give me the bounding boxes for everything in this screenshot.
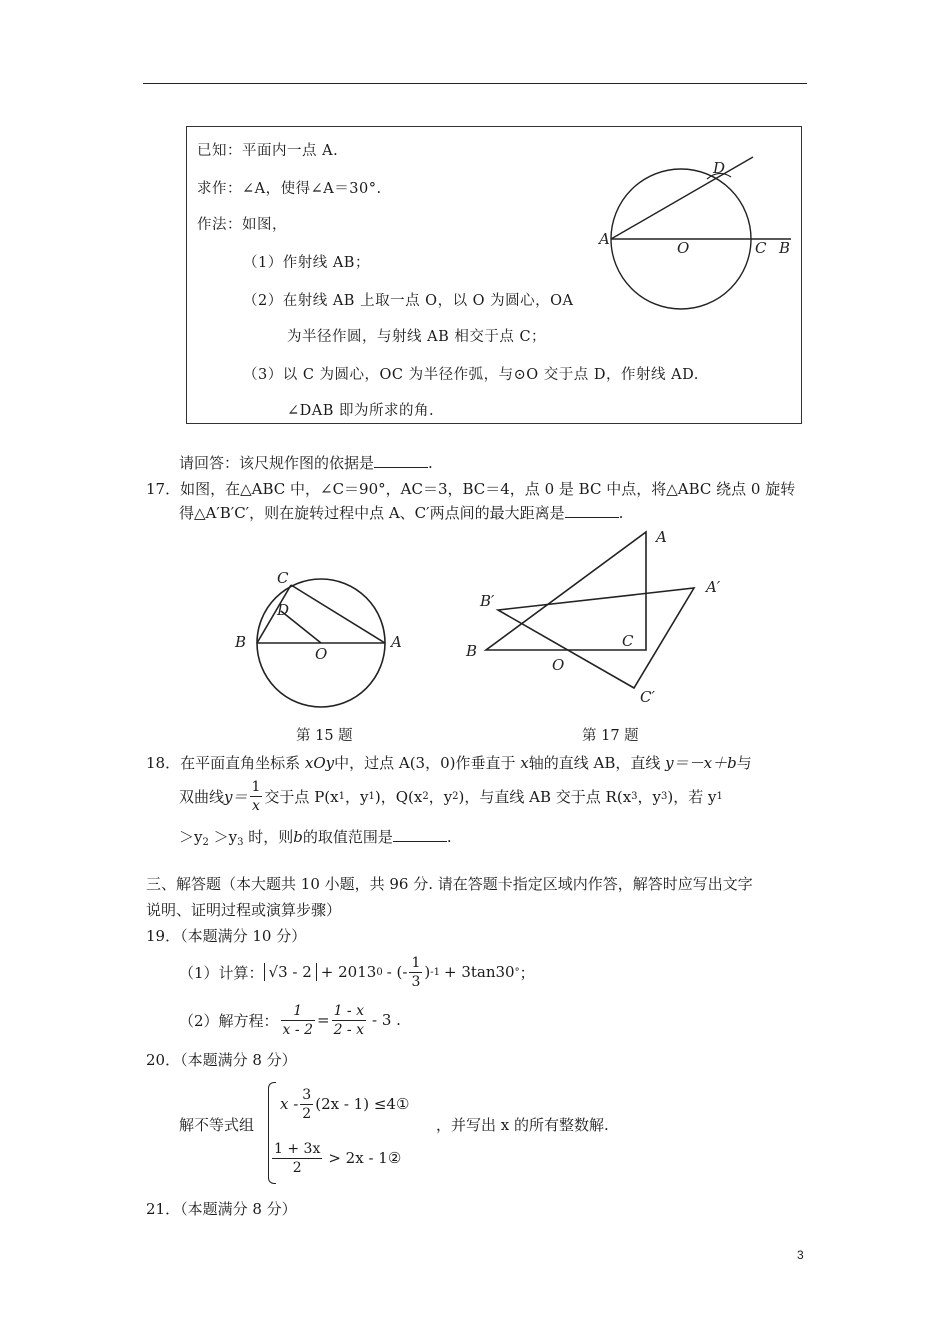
label-d: D (713, 159, 726, 177)
q18-line1: 18．在平面直角坐标系 xOy中，过点 A(3，0)作垂直于 x轴的直线 AB，直线 y＝－x＋b与 (146, 754, 752, 772)
step1-text: （1）作射线 AB； (243, 255, 370, 271)
label-o: O (552, 656, 565, 674)
label-cp: C′ (640, 688, 655, 706)
section3-line1: 三、解答题（本大题共 10 小题，共 96 分. 请在答题卡指定区域内作答，解答时应写出文字 (146, 875, 753, 893)
q18-line2: 双曲线 y＝ $\frac{1}{x}$ 交于点 P(x 1 ，y 1 )，Q(x 2 ，y 2 )，与直线 AB 交于点 R(x 3 ，y 3 )，若 y 1 (179, 778, 723, 814)
label-a: A (599, 230, 610, 248)
answer-blank[interactable] (393, 829, 447, 842)
answer-blank[interactable] (565, 505, 619, 518)
task-text: 求作：∠A，使得∠A＝30°. (197, 181, 382, 197)
label-b: B (779, 239, 791, 257)
step3b-text: ∠DAB 即为所求的角. (287, 403, 435, 419)
fraction-3-2: $\frac{3}{2}$ (302, 1086, 312, 1122)
given-text: 已知：平面内一点 A. (197, 143, 339, 159)
fraction-1-3: $\frac{1}{3}$ (411, 954, 421, 990)
q19-head: 19．（本题满分 10 分） (146, 927, 307, 945)
inequality-2: $\frac{1 + 3x}{2}$ > 2x - 1② (274, 1140, 402, 1176)
fraction-1-over-x: $\frac{1}{x}$ (251, 778, 261, 814)
q20-head: 20．（本题满分 8 分） (146, 1051, 297, 1069)
construction-box (186, 126, 802, 424)
q16-tail: 请回答：该尺规作图的依据是 . (179, 454, 433, 472)
q19-part1: （1）计算： √3 - 2 + 2013 0 - (- $\frac{1}{3}$ ) -1 + 3tan30 ° ； (179, 954, 535, 990)
label-a: A (656, 528, 667, 546)
fraction-1p3x-2: $\frac{1 + 3x}{2}$ (274, 1140, 321, 1176)
figure-17 (460, 522, 740, 712)
step3a-text: （3）以 C 为圆心，OC 为半径作弧，与⊙O 交于点 D，作射线 AD. (243, 367, 699, 383)
q21-head: 21．（本题满分 8 分） (146, 1200, 297, 1218)
label-b: B (235, 633, 247, 651)
header-rule (143, 83, 807, 84)
label-b: B (466, 642, 478, 660)
section3-line2: 说明、证明过程或演算步骤） (146, 901, 342, 919)
fraction-rhs: $\frac{1 - x}{2 - x}$ (333, 1002, 364, 1038)
method-text: 作法：如图， (197, 217, 287, 233)
step2a-text: （2）在射线 AB 上取一点 O，以 O 为圆心，OA (243, 293, 574, 309)
label-d: D (277, 601, 290, 619)
q19-part2: （2）解方程： $\frac{1}{x - 2}$ = $\frac{1 - x}{2 - x}$ - 3 . (179, 1002, 401, 1038)
label-o: O (677, 239, 690, 257)
triangle-apbpcp (498, 588, 694, 688)
label-a: A (391, 633, 402, 651)
label-c: C (622, 632, 634, 650)
label-bp: B′ (480, 592, 495, 610)
label-c: C (755, 239, 767, 257)
fraction-lhs: $\frac{1}{x - 2}$ (282, 1002, 313, 1038)
label-c: C (277, 569, 289, 587)
inequality-1: x - $\frac{3}{2}$ (2x - 1) ≤4① (280, 1086, 410, 1122)
answer-blank[interactable] (374, 455, 428, 468)
caption-17: 第 17 题 (582, 728, 639, 744)
q17-line1: 17．如图，在△ABC 中，∠C＝90°，AC＝3，BC＝4，点 0 是 BC 中点，将△ABC 绕点 0 旋转 (146, 480, 796, 498)
construction-figure (597, 147, 797, 317)
step2b-text: 为半径作圆，与射线 AB 相交于点 C； (287, 329, 547, 345)
chord-ca (291, 585, 385, 643)
figure-15 (225, 565, 425, 715)
label-o: O (315, 645, 328, 663)
label-ap: A′ (706, 578, 721, 596)
q18-line3: $>y_2 >y_3$ 时，则b的取值范围是 . (179, 828, 452, 848)
caption-15: 第 15 题 (296, 728, 353, 744)
q20-tail: ，并写出 x 的所有整数解. (436, 1116, 609, 1134)
q20-lead: 解不等式组 (179, 1116, 255, 1134)
q17-line2: 得△A′B′C′，则在旋转过程中点 A、C′两点间的最大距离是 . (179, 504, 624, 522)
page-number: 3 (797, 1248, 804, 1262)
